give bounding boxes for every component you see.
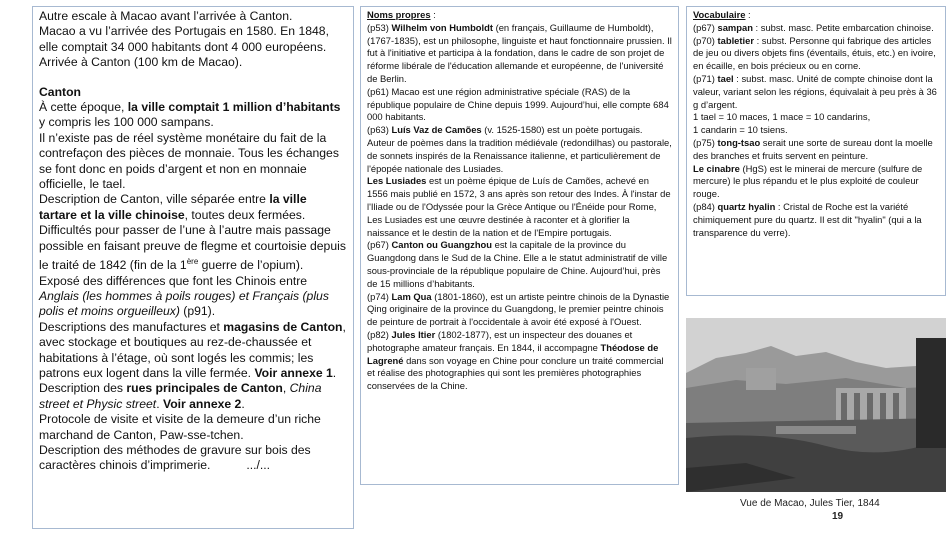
superscript: ère (186, 257, 199, 267)
bold-text: sampan (717, 21, 753, 33)
para-difficulties (39, 223, 347, 273)
para-city-description (39, 192, 347, 223)
text: : subst. Personne qui fabrique des articles de jeu ou divers objets fins (éventails, étuis, etc.) en ivoire, en écaille, en bois précieux ou en corne. (693, 34, 936, 72)
text: Description des méthodes de gravure sur bois des caractères chinois d’imprimerie. (39, 443, 311, 473)
entry-humboldt (367, 22, 672, 86)
vocab-quartz-hyalin (693, 201, 939, 239)
text: est la capitale de la province du Guangdong dans le Sud de la Chine. Elle a le statut administratif de ville sous-provinciale de la république populaire de Chine. Aujourd’hui, près de 15 millions d’habitants. (367, 239, 668, 289)
entry-camoes-work: Auteur de poèmes dans la tradition médiévale (redondilhas) ou pastorale, de sonnets inspirés de la Renaissance italienne, et particulièrement de l'épopée nationale des Lusiades. (367, 136, 672, 174)
text: , toutes deux fermées. (184, 207, 306, 222)
text: Description des (39, 381, 127, 396)
entry-macao: (p61) Macao est une région administrative spéciale (RAS) de la république populaire de Chine depuis 1999. Aujourd’hui, elle compte 684 000 habitants. (367, 85, 669, 123)
text: Description de Canton, ville séparée entre (39, 192, 270, 207)
bold-text: tabletier (717, 34, 754, 46)
bold-text: la ville tartare et la ville chinoise (39, 192, 307, 222)
bold-text: tong-tsao (717, 136, 761, 148)
text: (HgS) est le minerai de mercure (sulfure de mercure) le plus répandu et le plus exploité de couleur rouge. (693, 162, 923, 200)
entry-canton (367, 239, 672, 290)
text: (p67) (367, 239, 392, 251)
text: . (156, 396, 163, 411)
spacer (39, 71, 347, 85)
vocabulary-title (693, 9, 939, 22)
para-engraving (39, 443, 347, 474)
vocabulary-panel (686, 6, 946, 296)
text: À cette époque, (39, 100, 128, 115)
bold-text: la ville comptait 1 million d’habitants (127, 100, 341, 115)
text: (p70) (693, 34, 718, 46)
vocab-tong-tsao (693, 137, 939, 163)
bold-text: Luís Vaz de Camões (391, 124, 482, 136)
heading-text: Canton (39, 84, 81, 99)
bold-text: Jules Itier (391, 328, 436, 340)
vocab-tabletier (693, 35, 939, 73)
para-population (39, 100, 347, 131)
vocab-sampan (693, 22, 939, 35)
text: (p71) (693, 72, 718, 84)
entry-jules-itier (367, 329, 672, 393)
text: Descriptions des manufactures et (39, 319, 224, 334)
text: (p82) (367, 328, 392, 340)
text: . (332, 366, 337, 380)
proper-names-panel (360, 6, 679, 485)
bold-text: Théodose de Lagrené (367, 341, 659, 366)
annex-2-ref: Voir annexe 2 (162, 396, 242, 411)
text: (1801-1860), est un artiste peintre chinois de la Dynastie Qing originaire de la province du Guangdong, le premier peintre chinois de peinture de portrait à l'occidentale à avoir été exposé à l'Ouest. (367, 290, 670, 328)
text: (p91). (179, 304, 216, 319)
title-text: Vocabulaire (693, 9, 746, 20)
para-protocol: Protocole de visite et visite de la demeure d’un riche marchand de Canton, Paw-sse-tchen. (39, 412, 321, 442)
macao-photo-illustration (686, 318, 946, 492)
proper-names-title (367, 9, 672, 22)
para-currency: Il n’existe pas de réel système monétaire du fait de la contrefaçon des pièces de monnaie. Tous les échanges se font donc en poids d’argent et non en monnaie officielle, le tael. (39, 130, 339, 192)
text: guerre de l’opium). (198, 258, 304, 273)
left-text-panel (32, 6, 354, 529)
bold-text: Canton ou Guangzhou (391, 239, 493, 251)
bold-text: Les Lusiades (367, 175, 427, 187)
para-macao: Macao a vu l’arrivée des Portugais en 1580. En 1848, elle comptait 34 000 habitants dont 4 000 européens. (39, 24, 329, 54)
text: : subst. masc. Unité de compte chinoise dont la valeur, variant selon les régions, équivalait à peu près à 36 g d’argent. (693, 72, 937, 110)
page-number: 19 (832, 511, 844, 522)
entry-lam-qua (367, 291, 672, 329)
text: (p63) (367, 124, 392, 136)
bold-text: magasins de Canton (223, 319, 343, 334)
entry-camoes (367, 124, 672, 137)
para-differences (39, 274, 347, 320)
text: y compris les 100 000 sampans. (39, 115, 214, 130)
text: , (282, 381, 290, 396)
macao-photograph (686, 318, 946, 492)
photo-caption: Vue de Macao, Jules Tier, 1844 (740, 498, 880, 509)
text: (p53) (367, 21, 392, 33)
text: (p74) (367, 290, 392, 302)
text: (p75) (693, 136, 718, 148)
text: (1802-1877), est un inspecteur des douanes et photographe amateur français. En 1844, il accompagne (367, 328, 633, 353)
text: , avec stockage et boutiques au rez-de-chaussée et habitations à l’étage, où sont logés les commis; les patrons eux logent dans la ville fermée. (39, 319, 346, 380)
bold-text: quartz hyalin (717, 200, 776, 212)
text: (p84) (693, 200, 718, 212)
text: : (745, 9, 751, 20)
text: (v. 1525-1580) est un poète portugais. (481, 124, 643, 136)
continuation-mark: .../... (246, 458, 271, 473)
section-heading-canton (39, 85, 347, 100)
bold-text: rues principales de Canton (126, 381, 283, 396)
entry-lusiades (367, 175, 672, 239)
text: serait une sorte de sureau dont la moelle des branches et fruits servent en peinture. (693, 136, 933, 161)
text: . (241, 396, 245, 411)
text: Difficultés pour passer de l’une à l’autre mais passage possible en faisant preuve de flegme et courtoisie depuis le traité de 1842 (fin de la 1 (39, 223, 346, 273)
title-text: Noms propres (367, 9, 431, 20)
vocab-tael (693, 73, 939, 111)
vocab-tael-conversion-2: 1 candarin = 10 tsiens. (693, 124, 788, 136)
text: est un poème épique de Luís de Camões, achevé en 1556 mais publié en 1572, 3 ans après son retour des Indes. À l'instar de l'Iliade ou de l'Odyssée pour la Grèce Antique ou l'Énéide pour Rome, Les Lusiades est une œuvre destinée à raconter et à glorifier la naissance et le destin de la nation et de l'Empire portugais. (367, 175, 671, 238)
para-manufactures (39, 320, 347, 382)
para-streets (39, 381, 347, 412)
italic-text: Anglais (les hommes à poils rouges) et Français (plus polis et moins orgueilleux) (39, 288, 329, 319)
text: (p67) (693, 21, 718, 33)
vocab-tael-conversion-1: 1 tael = 10 maces, 1 mace = 10 candarins, (693, 111, 871, 123)
para-stopover: Autre escale à Macao avant l’arrivée à Canton. (39, 9, 293, 23)
italic-text: China street et Physic street (39, 381, 322, 411)
bold-text: tael (717, 72, 734, 84)
text: : Cristal de Roche est la variété chimiquement pure du quartz. Il est dit "hyalin" (qui a la transparence du verre). (693, 200, 922, 238)
bold-text: Wilhelm von Humboldt (391, 21, 493, 33)
text: (en français, Guillaume de Humboldt), (1767-1835), est un philosophe, linguiste et haut fonctionnaire prussien. Il fut à l'initiative et participa à la fondation, dans le cadre de son projet de réforme libérale de l'éducation allemande et européenne, de l'université de Berlin. (367, 21, 672, 84)
annex-1-ref: Voir annexe 1 (254, 366, 333, 380)
vocab-cinabre (693, 163, 939, 201)
para-arrival: Arrivée à Canton (100 km de Macao). (39, 55, 243, 70)
bold-text: Lam Qua (391, 290, 432, 302)
text: : subst. masc. Petite embarcation chinoise. (752, 21, 934, 33)
text: : (430, 9, 436, 20)
text: dans son voyage en Chine pour conclure un traité commercial et réalise des photographies qui sont les premières photographies conservées de la Chine. (367, 354, 664, 392)
text: Exposé des différences que font les Chinois entre (39, 273, 308, 288)
bold-text: Le cinabre (693, 162, 740, 174)
